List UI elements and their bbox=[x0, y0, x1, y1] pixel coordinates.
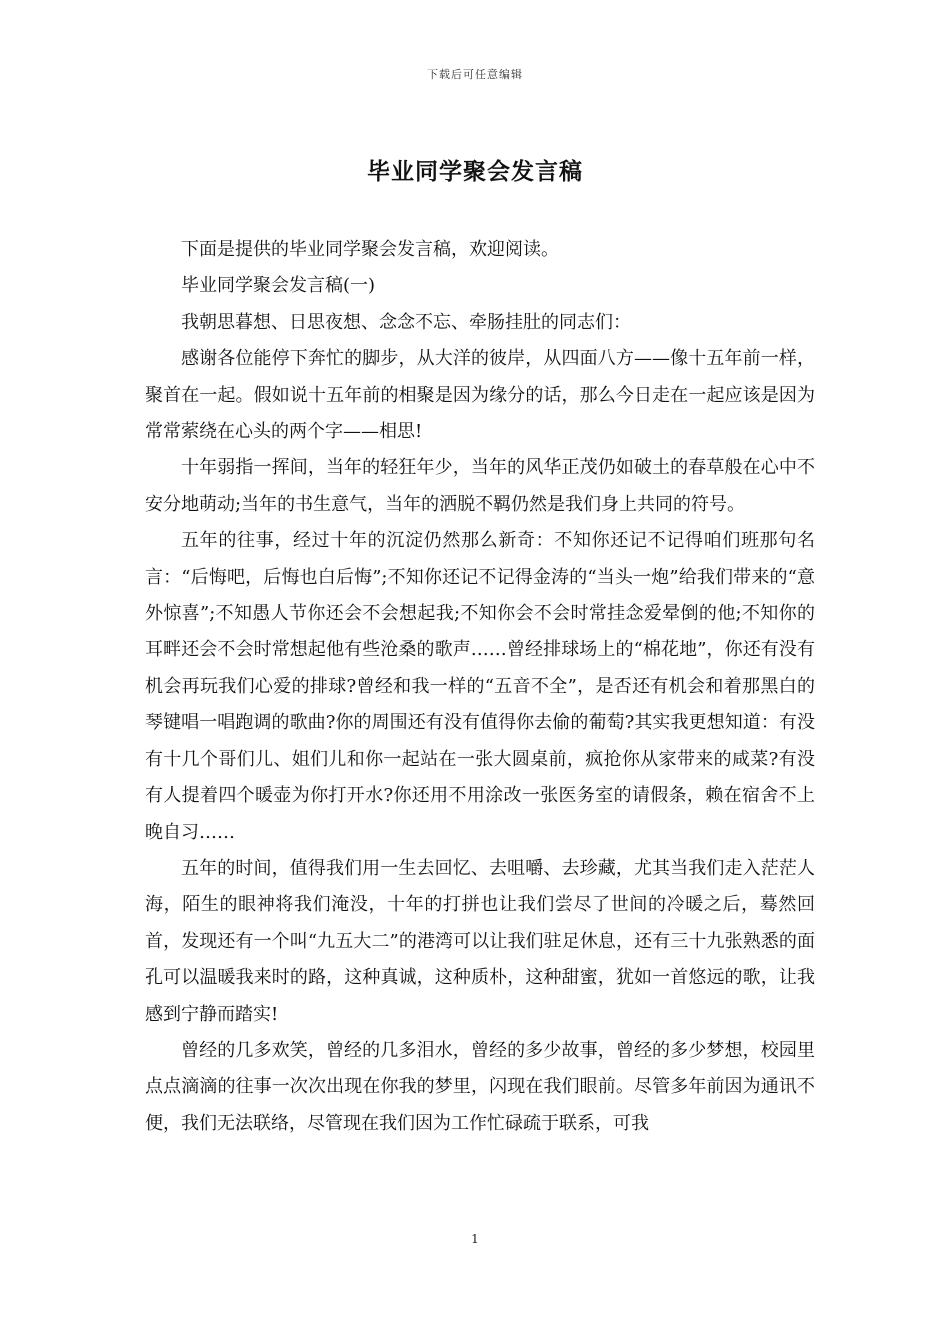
paragraph: 感谢各位能停下奔忙的脚步，从大洋的彼岸，从四面八方——像十五年前一样，聚首在一起。假如说十五年前的相聚是因为缘分的话，那么今日走在一起应该是因为常常萦绕在心头的两个字——相思! bbox=[145, 348, 815, 443]
document-title: 毕业同学聚会发言稿 bbox=[367, 158, 583, 185]
paragraph-subtitle: 毕业同学聚会发言稿(一) bbox=[181, 275, 376, 297]
document-body bbox=[145, 232, 815, 1142]
paragraph-intro: 下面是提供的毕业同学聚会发言稿，欢迎阅读。 bbox=[181, 239, 559, 260]
paragraph: 十年弱指一挥间，当年的轻狂年少，当年的风华正茂仍如破土的春草般在心中不安分地萌动;当年的书生意气，当年的洒脱不羁仍然是我们身上共同的符号。 bbox=[145, 457, 815, 515]
page-number: 1 bbox=[471, 1232, 479, 1246]
paragraph: 五年的时间，值得我们用一生去回忆、去咀嚼、去珍藏，尤其当我们走入茫茫人海，陌生的眼神将我们淹没，十年的打拼也让我们尝尽了世间的冷暖之后，蓦然回首，发现还有一个叫“九五大二”的港湾可以让我们驻足休息，还有三十九张熟悉的面孔可以温暖我来时的路，这种真诚，这种质朴，这种甜蜜，犹如一首悠远的歌，让我感到宁静而踏实! bbox=[145, 857, 815, 1025]
paragraph-salutation: 我朝思暮想、日思夜想、念念不忘、牵肠挂肚的同志们： bbox=[181, 311, 631, 333]
paragraph: 五年的往事，经过十年的沉淀仍然那么新奇：不知你还记不记得咱们班那句名言：“后悔吧，后悔也白后悔”;不知你还记不记得金涛的“当头一炮”给我们带来的“意外惊喜”;不知愚人节你还会不会想起我;不知你会不会时常挂念爱晕倒的他;不知你的耳畔还会不会时常想起他有些沧桑的歌声……曾经排球场上的“棉花地”，你还有没有机会再玩我们心爱的排球?曾经和我一样的“五音不全”，是否还有机会和着那黑白的琴键唱一唱跑调的歌曲?你的周围还有没有值得你去偷的葡萄?其实我更想知道：有没有十几个哥们儿、姐们儿和你一起站在一张大圆桌前，疯抢你从家带来的咸菜?有没有人提着四个暖壶为你打开水?你还用不用涂改一张医务室的请假条，赖在宿舍不上晚自习…… bbox=[145, 530, 815, 843]
paragraph: 曾经的几多欢笑，曾经的几多泪水，曾经的多少故事，曾经的多少梦想，校园里点点滴滴的往事一次次出现在你我的梦里，闪现在我们眼前。尽管多年前因为通讯不便，我们无法联络，尽管现在我们因为工作忙碌疏于联系，可我 bbox=[145, 1039, 815, 1134]
page-header: 下载后可任意编辑 bbox=[427, 68, 523, 81]
